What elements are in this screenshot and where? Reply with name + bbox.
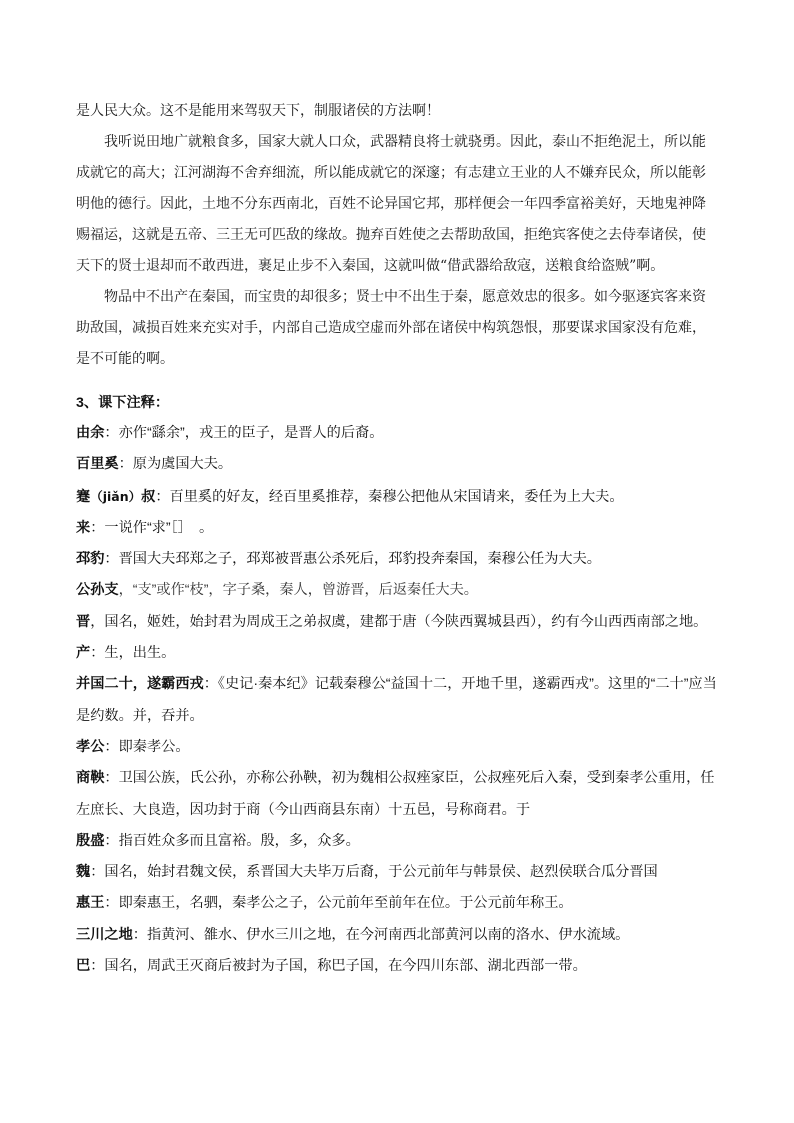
- note-gloss: ：《史记·秦本纪》记载秦穆公“益国十二，开地千里，遂霸西戎”。这里的“二十”应当是约数。并，吞并。: [76, 676, 717, 724]
- note-item: [76, 575, 726, 606]
- note-item: [76, 481, 726, 513]
- note-gloss: ：指百姓众多而且富裕。殷，多，众多。: [104, 832, 360, 849]
- note-item: [76, 857, 726, 888]
- note-gloss: ：卫国公族，氏公孙，亦称公孙鞅，初为魏相公叔痤家臣，公叔痤死后入秦，受到秦孝公重用，任左庶长、大良造，因功封于商（今山西商县东南）十五邑，号称商君。于: [76, 770, 715, 818]
- note-item: [76, 449, 726, 480]
- note-term: 公孙支: [76, 582, 119, 599]
- note-term: 巴: [76, 958, 91, 975]
- note-gloss: ：百里奚的好友，经百里奚推荐，秦穆公把他从宋国请来，委任为上大夫。: [155, 488, 624, 505]
- note-gloss: ：亦作“繇余”，戎王的臣子，是晋人的后裔。: [104, 425, 384, 441]
- note-term: 三川之地: [76, 926, 133, 943]
- translation-section: [76, 96, 716, 375]
- note-term-suffix: 叔: [141, 488, 156, 505]
- note-item: [76, 544, 726, 575]
- note-term: 商鞅: [76, 770, 105, 787]
- note-item: [76, 418, 726, 449]
- translation-paragraph-1: 是人民大众。这不是能用来驾驭天下，制服诸侯的方法啊！: [76, 103, 440, 119]
- note-gloss: ：生，出生。: [90, 645, 176, 662]
- note-gloss: ：国名，始封君魏文侯，系晋国大夫毕万后裔，于公元前年与韩景侯、赵烈侯联合瓜分晋国: [90, 864, 658, 881]
- note-item: [76, 951, 726, 982]
- note-term: 惠王: [76, 895, 105, 912]
- note-pinyin: （jiǎn）: [90, 488, 142, 504]
- translation-paragraph-3: 物品中不出产在秦国，而宝贵的却很多；贤士中不出生于秦，愿意效忠的很多。如今驱逐宾客来资助敌国，减损百姓来充实对手，内部自己造成空虚而外部在诸侯中构筑怨恨，那要谋求国家没有危难，是不可能的啊。: [76, 289, 706, 367]
- note-item: [76, 763, 726, 826]
- note-term: 晋: [76, 613, 91, 630]
- note-term: 魏: [76, 864, 91, 881]
- note-term: 并国二十，遂霸西戎: [76, 676, 204, 693]
- notes-heading: 3、课下注释：: [76, 395, 170, 411]
- note-gloss: ：即秦孝公。: [104, 738, 190, 755]
- note-term: 蹇: [76, 488, 91, 505]
- note-item: [76, 920, 726, 951]
- note-term: 孝公: [76, 738, 105, 755]
- translation-paragraph-2: 我听说田地广就粮食多，国家大就人口众，武器精良将士就骁勇。因此，泰山不拒绝泥土，所以能成就它的高大；江河湖海不舍弃细流，所以能成就它的深邃；有志建立王业的人不嫌弃民众，所以能彰明他的德行。因此，土地不分东西南北，百姓不论异国它邦，那样便会一年四季富裕美好，天地鬼神降赐福运，这就是五帝、三王无可匹敌的缘故。抛弃百姓使之去帮助敌国，拒绝宾客使之去侍奉诸侯，使天下的贤士退却而不敢西进，裹足止步不入秦国，这就叫做“借武器给敌寇，送粮食给盗贼”啊。: [76, 134, 706, 274]
- note-gloss: ：即秦惠王，名驷，秦孝公之子，公元前年至前年在位。于公元前年称王。: [104, 895, 573, 912]
- note-item: [76, 826, 726, 857]
- note-term: 产: [76, 645, 91, 662]
- note-item: [76, 638, 726, 669]
- note-item: [76, 732, 726, 763]
- note-gloss: ：一说作“求”［］ 。: [90, 519, 214, 536]
- notes-section: [76, 388, 726, 982]
- note-term: 由余: [76, 425, 105, 441]
- note-item: [76, 513, 726, 544]
- note-gloss: ：原为虞国大夫。: [118, 456, 233, 473]
- note-gloss: ：指黄河、雒水、伊水三川之地，在今河南西北部黄河以南的洛水、伊水流域。: [132, 926, 630, 943]
- note-gloss: ：晋国大夫邳郑之子，邳郑被晋惠公杀死后，邳豹投奔秦国，秦穆公任为大夫。: [104, 551, 601, 568]
- note-gloss: ，“支”或作“枝”，字子桑，秦人，曾游晋，后返秦任大夫。: [118, 582, 478, 599]
- note-item: [76, 888, 726, 919]
- note-gloss: ：国名，周武王灭商后被封为子国，称巴子国，在今四川东部、湖北西部一带。: [90, 958, 587, 975]
- note-item: [76, 669, 726, 732]
- note-item: [76, 607, 726, 638]
- note-term: 殷盛: [76, 832, 105, 849]
- note-term: 百里奚: [76, 456, 119, 473]
- note-gloss: ，国名，姬姓，始封君为周成王之弟叔虞，建都于唐（今陕西翼城县西），约有今山西西南部之地。: [90, 613, 708, 630]
- note-term: 邳豹: [76, 551, 105, 568]
- note-term: 来: [76, 519, 91, 536]
